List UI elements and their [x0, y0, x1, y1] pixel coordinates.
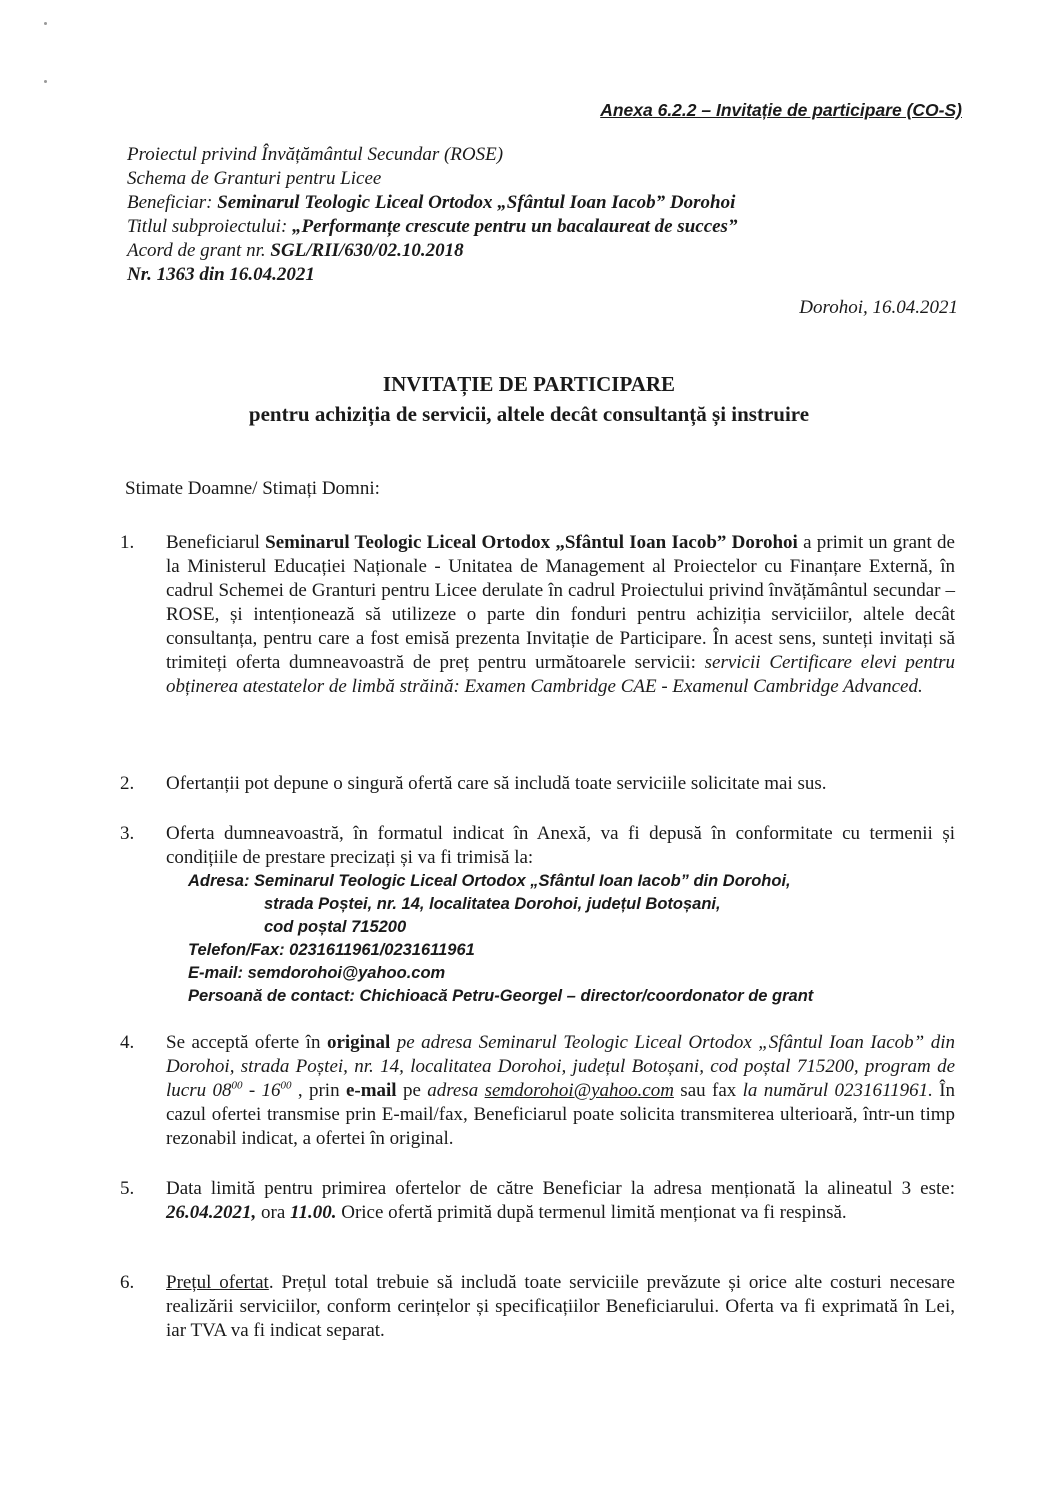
paragraph-5	[120, 1177, 955, 1225]
email-address: E-mail: semdorohoi@yahoo.com	[188, 964, 446, 982]
beneficiary-line	[127, 191, 737, 215]
paragraph-text	[166, 1271, 955, 1343]
paragraph-4	[120, 1031, 955, 1151]
paragraph-number: 2.	[120, 773, 135, 794]
scan-speck	[44, 80, 47, 83]
beneficiary-value: Seminarul Teologic Liceal Ortodox „Sfântul Ioan Iacob” Dorohoi	[217, 192, 736, 213]
paragraph-text	[166, 531, 955, 699]
paragraph-text	[166, 1031, 955, 1151]
paragraph-text: Ofertanții pot depune o singură ofertă care să includă toate serviciile solicitate mai sus.	[166, 773, 827, 794]
address-line: strada Poștei, nr. 14, localitatea Dorohoi, județul Botoșani,	[264, 895, 721, 913]
project-name: Proiectul privind Învățământul Secundar (ROSE)	[127, 144, 504, 165]
paragraph-number: 4.	[120, 1032, 135, 1053]
text-run: a primit un grant de la Ministerul Educației Naționale - Unitatea de Management al Proiectelor cu Finanțare Externă, în cadrul Schemei de Granturi pentru Licee derulate în cadrul Proiectului privind învățământul secundar – ROSE, și intenționează să utilizeze o parte din fonduri pentru achiziția serviciilor, altele decât consultanța, pentru care a fost emisă prezenta Invitație de Participare. În acest sens, sunteți invitați să trimiteți oferta dumneavoastră de preț pentru următoarele servicii:	[166, 532, 955, 673]
text-run: pe	[396, 1080, 428, 1101]
paragraph-2	[120, 772, 955, 796]
deadline-time: 11.00.	[290, 1202, 337, 1223]
grant-agreement-label: Acord de grant nr.	[127, 240, 271, 261]
text-run-italic: adresa	[427, 1080, 485, 1101]
text-run-italic: servicii Certificare elevi pentru obținerea atestatelor de limbă străină: Examen Cambridge CAE - Examenul Cambridge Advanced.	[166, 652, 955, 697]
beneficiary-label: Beneficiar:	[127, 192, 218, 213]
paragraph-number: 6.	[120, 1272, 135, 1293]
postal-code: cod poștal 715200	[264, 918, 407, 936]
text-run: Se acceptă oferte în	[166, 1032, 327, 1053]
annex-label: Anexa 6.2.2 – Invitație de participare (CO-S)	[600, 100, 962, 120]
text-run-bold: original	[326, 1032, 391, 1053]
salutation: Stimate Doamne/ Stimați Domni:	[125, 478, 380, 499]
paragraph-1	[120, 531, 955, 699]
paragraph-number: 1.	[120, 532, 135, 553]
superscript: 00	[280, 1079, 292, 1092]
title-sub: pentru achiziția de servicii, altele decât consultanță și instruire	[248, 402, 810, 426]
project-header	[127, 143, 737, 287]
text-run: , prin	[291, 1080, 346, 1101]
grant-agreement-value: SGL/RII/630/02.10.2018	[270, 240, 464, 261]
paragraph-number: 5.	[120, 1178, 135, 1199]
paragraph-6	[120, 1271, 955, 1343]
paragraph-text: Oferta dumneavoastră, în formatul indicat în Anexă, va fi depusă în conformitate cu termenii și condițiile de prestare precizați și va fi trimisă la:	[166, 823, 955, 868]
subproject-value: „Performanțe crescute pentru un bacalaureat de succes”	[292, 216, 738, 237]
text-run: În cazul ofertei transmise prin E-mail/fax, Beneficiarul poate solicita transmiterea ulterioară, într-un timp rezonabil indicat, a ofertei în original.	[166, 1080, 956, 1149]
subproject-label: Titlul subproiectului:	[127, 216, 293, 237]
subproject-line	[127, 215, 737, 239]
address-block	[166, 870, 955, 1008]
text-run: Orice ofertă primită după termenul limită menționat va fi respinsă.	[336, 1202, 847, 1223]
registration-number: Nr. 1363 din 16.04.2021	[127, 264, 315, 285]
paragraph-text	[166, 1177, 955, 1225]
text-run-italic: pe adresa Seminarul Teologic Liceal Ortodox „Sfântul Ioan Iacob” din Dorohoi, strada Poștei, nr. 14, localitatea Dorohoi, județul Botoșani, cod poștal 715200, program de lucru 08	[166, 1032, 955, 1101]
text-run-bold: e-mail	[345, 1080, 397, 1101]
phone-fax: Telefon/Fax: 0231611961/0231611961	[188, 941, 475, 959]
text-run: Data limită pentru primirea ofertelor de către Beneficiar la adresa menționată la alineatul 3 este:	[166, 1178, 955, 1199]
text-run: . Prețul total trebuie să includă toate serviciile prevăzute și orice alte costuri necesare realizării serviciilor, conform cerințelor și specificațiilor Beneficiarului. Oferta va fi exprimată în Lei, iar TVA va fi indicat separat.	[166, 1272, 955, 1341]
paragraph-number: 3.	[120, 823, 135, 844]
contact-person: Persoană de contact: Chichioacă Petru-Georgel – director/coordonator de grant	[188, 987, 814, 1005]
text-run-bold: Seminarul Teologic Liceal Ortodox „Sfântul Ioan Iacob” Dorohoi	[265, 532, 798, 553]
address-line: Adresa: Seminarul Teologic Liceal Ortodox „Sfântul Ioan Iacob” din Dorohoi,	[188, 872, 791, 890]
document-date: Dorohoi, 16.04.2021	[799, 297, 958, 318]
text-run-underlined: Prețul ofertat	[166, 1272, 269, 1293]
text-run: sau fax	[673, 1080, 743, 1101]
text-run-italic: - 16	[242, 1080, 281, 1101]
title-main: INVITAȚIE DE PARTICIPARE	[382, 372, 676, 396]
text-run-italic: la numărul 0231611961.	[742, 1080, 933, 1101]
text-run: Beneficiarul	[166, 532, 266, 553]
scan-speck	[44, 22, 47, 25]
email-link[interactable]: semdorohoi@yahoo.com	[484, 1080, 674, 1101]
address-details	[188, 870, 955, 1008]
document-title	[0, 369, 1058, 429]
grant-agreement-line	[127, 239, 737, 263]
text-run: ora	[256, 1202, 291, 1223]
superscript: 00	[231, 1079, 243, 1092]
deadline-date: 26.04.2021,	[166, 1202, 257, 1223]
paragraph-3	[120, 822, 955, 1008]
grant-scheme: Schema de Granturi pentru Licee	[127, 168, 382, 189]
